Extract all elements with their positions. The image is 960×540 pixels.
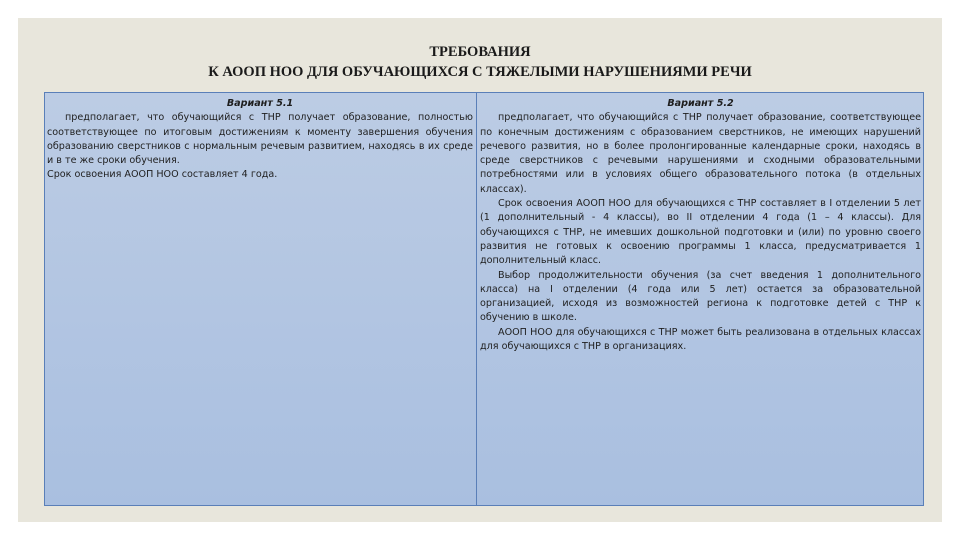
slide (18, 18, 942, 522)
variants-table (44, 92, 924, 506)
variant-5-2-description: предполагает, что обучающийся с ТНР получает образование, соответствующее по конечным достижениям с образованием сверстников, не имеющих нарушений речевого развития, но в более пролонгированные календарные сроки, находясь в среде сверстников с речевыми нарушениями и сходными образовательными потребностями или в условиях общего образовательного потока (в отдельных классах). (480, 112, 921, 195)
variant-5-2-duration: Срок освоения АООП НОО для обучающихся с ТНР составляет в I отделении 5 лет (1 дополнительный - 4 классы), во II отделении 4 года (1 – 4 классы). Для обучающихся с ТНР, не имевших дошкольной подготовки и (или) по уровню своего развития не готовых к освоению программы 1 класса, предусматривается 1 дополнительный класс. (480, 198, 921, 267)
title-line-1: ТРЕБОВАНИЯ (429, 44, 531, 60)
title-line-2: К АООП НОО ДЛЯ ОБУЧАЮЩИХСЯ С ТЯЖЕЛЫМИ НАРУШЕНИЯМИ РЕЧИ (208, 64, 752, 80)
variant-5-2-heading: Вариант 5.2 (667, 98, 734, 109)
variant-5-2-implementation: АООП НОО для обучающихся с ТНР может быть реализована в отдельных классах для обучающихся с ТНР в организациях. (480, 326, 921, 353)
slide-title (18, 42, 942, 82)
variant-5-2-column (477, 93, 923, 505)
variant-5-2-choice: Выбор продолжительности обучения (за счет введения 1 дополнительного класса) на I отделении (4 года или 5 лет) остается за образовательной организацией, исходя из возможностей региона к подготовке детей с ТНР к обучению в школе. (480, 269, 921, 324)
variant-5-1-description: предполагает, что обучающийся с ТНР получает образование, полностью соответствующее по итоговым достижениям к моменту завершения обучения образованию сверстников с нормальным речевым развитием, находясь в их среде и в те же сроки обучения. (47, 112, 473, 167)
variant-5-1-duration: Срок освоения АООП НОО составляет 4 года. (47, 169, 278, 181)
variant-5-1-heading: Вариант 5.1 (226, 98, 294, 109)
variant-5-1-column (45, 93, 477, 505)
